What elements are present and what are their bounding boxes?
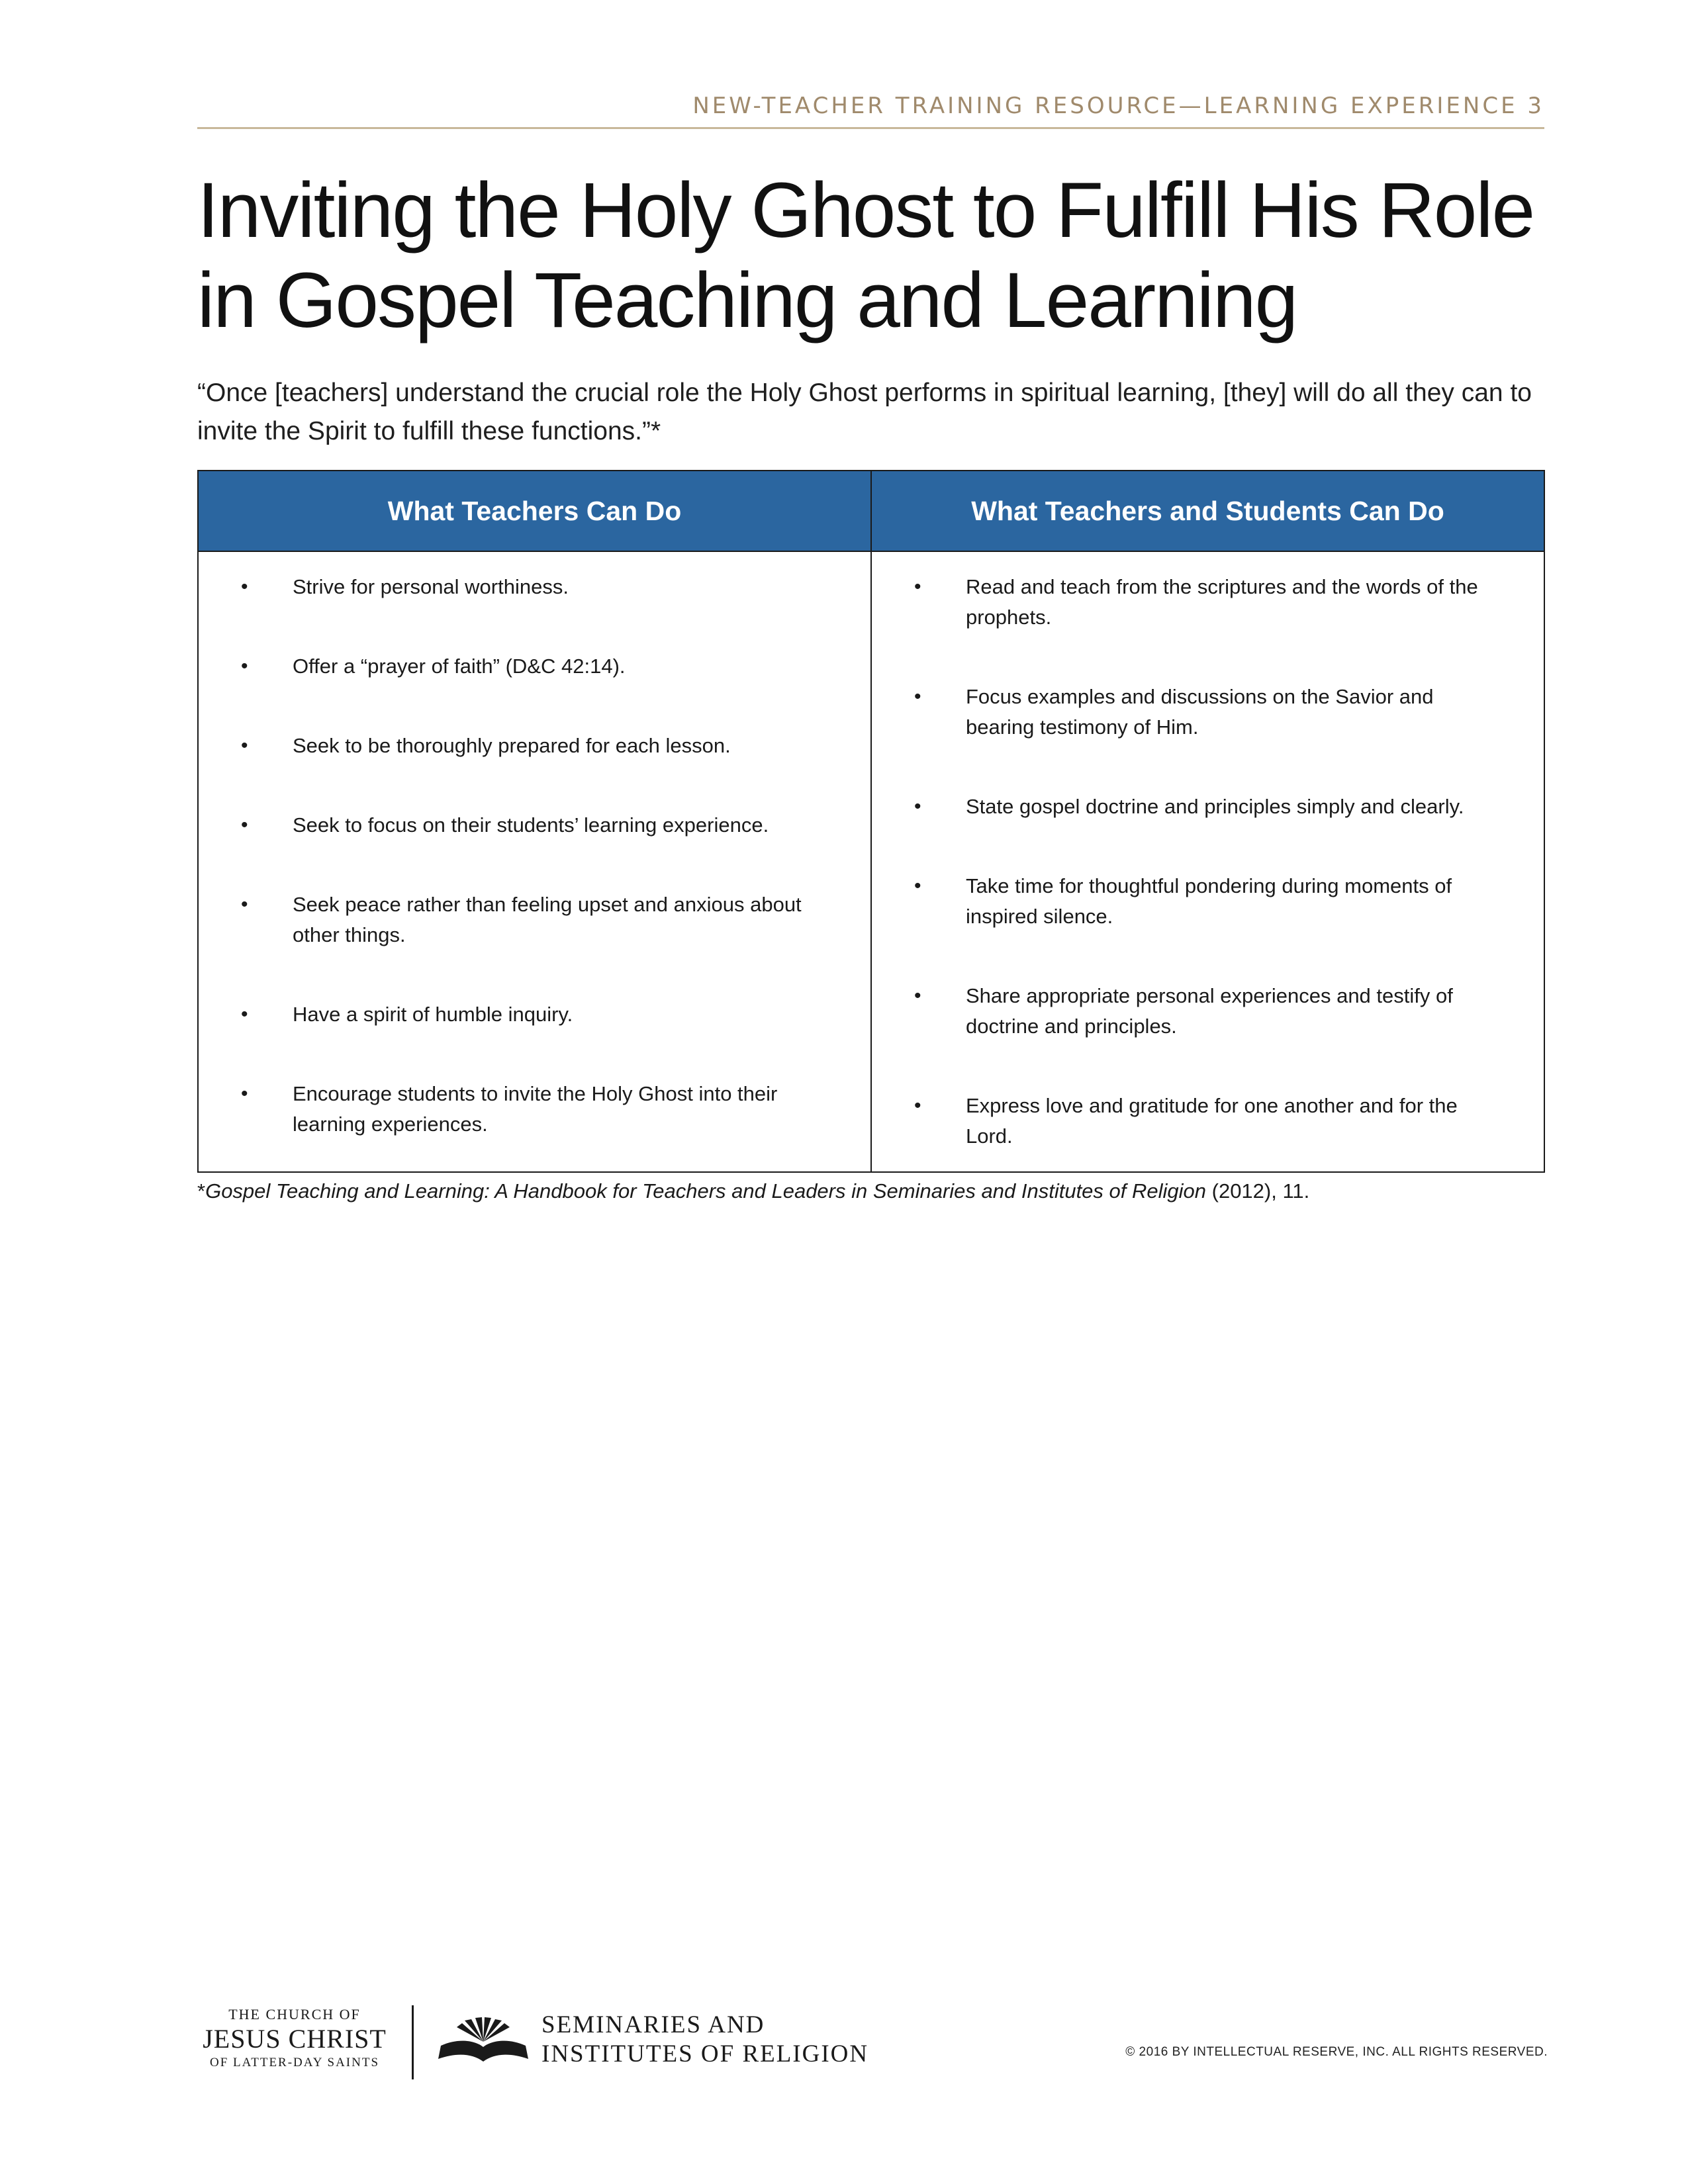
col1-header: What Teachers Can Do xyxy=(198,471,871,551)
bullet-icon: • xyxy=(914,796,921,817)
bullet-icon: • xyxy=(241,893,248,915)
bullet-icon: • xyxy=(914,576,921,598)
list-item xyxy=(872,1091,1544,1152)
open-book-sunburst-icon xyxy=(438,2015,528,2064)
intro-quote: “Once [teachers] understand the crucial role the Holy Ghost performs in spiritual learning, [they] will do all they can to invite the Spirit to fulfill these functions.”* xyxy=(197,379,1532,445)
footnote-citation-rest: (2012), 11. xyxy=(1206,1179,1310,1203)
col2-header: What Teachers and Students Can Do xyxy=(871,471,1544,551)
seminaries-line-1: SEMINARIES AND xyxy=(541,2011,765,2038)
bullet-icon: • xyxy=(241,655,248,677)
page-title xyxy=(197,165,1561,345)
church-logo xyxy=(192,2005,397,2071)
list-item xyxy=(199,999,870,1030)
teachers-list xyxy=(199,572,870,1140)
list-item xyxy=(872,572,1544,633)
list-item xyxy=(199,572,870,602)
bullet-icon: • xyxy=(241,576,248,598)
list-item xyxy=(199,810,870,841)
col2-cell xyxy=(871,551,1544,1172)
list-item xyxy=(199,731,870,761)
header-divider xyxy=(197,127,1544,129)
church-logo-line-2: JESUS CHRIST xyxy=(203,2024,387,2054)
list-item-text: Take time for thoughtful pondering during moments of inspired silence. xyxy=(966,874,1452,928)
title-line-1: Inviting the Holy Ghost to Fulfill His Role xyxy=(197,167,1534,254)
list-item xyxy=(872,792,1544,822)
list-item-text: Encourage students to invite the Holy Ghost into their learning experiences. xyxy=(293,1082,778,1136)
list-item-text: Seek to be thoroughly prepared for each lesson. xyxy=(293,734,731,757)
list-item-text: Read and teach from the scriptures and the words of the prophets. xyxy=(966,575,1478,629)
col1-cell xyxy=(198,551,871,1172)
footnote-marker: * xyxy=(197,1179,206,1203)
teachers-students-list xyxy=(872,572,1544,1152)
list-item-text: Share appropriate personal experiences and testify of doctrine and principles. xyxy=(966,984,1453,1038)
seminaries-logo-text xyxy=(541,2011,868,2069)
logo-divider xyxy=(412,2005,414,2079)
list-item-text: Seek peace rather than feeling upset and anxious about other things. xyxy=(293,893,802,946)
bullet-icon: • xyxy=(914,985,921,1007)
church-logo-line-3: OF LATTER-DAY SAINTS xyxy=(209,2056,380,2070)
bullet-icon: • xyxy=(241,1003,248,1025)
list-item-text: Offer a “prayer of faith” (D&C 42:14). xyxy=(293,655,626,678)
list-item-text: Have a spirit of humble inquiry. xyxy=(293,1003,573,1026)
church-logo-line-1: THE CHURCH OF xyxy=(228,2006,361,2023)
list-item xyxy=(872,981,1544,1042)
list-item-text: Strive for personal worthiness. xyxy=(293,575,569,598)
list-item xyxy=(199,889,870,950)
seminaries-line-2: INSTITUTES OF RELIGION xyxy=(541,2040,869,2068)
bullet-icon: • xyxy=(914,875,921,897)
list-item xyxy=(199,651,870,682)
copyright-notice: © 2016 BY INTELLECTUAL RESERVE, INC. ALL RIGHTS RESERVED. xyxy=(1125,2045,1548,2059)
footnote-citation-title: Gospel Teaching and Learning: A Handbook for Teachers and Leaders in Seminaries and Institutes of Religion xyxy=(205,1179,1207,1203)
bullet-icon: • xyxy=(241,814,248,836)
footnote xyxy=(197,1177,1548,1206)
list-item-text: Seek to focus on their students’ learning experience. xyxy=(293,813,769,837)
bullet-icon: • xyxy=(241,735,248,756)
list-item-text: Focus examples and discussions on the Savior and bearing testimony of Him. xyxy=(966,685,1434,739)
running-header: NEW-TEACHER TRAINING RESOURCE—LEARNING EXPERIENCE 3 xyxy=(692,93,1544,119)
list-item xyxy=(872,871,1544,932)
bullet-icon: • xyxy=(241,1083,248,1105)
list-item-text: Express love and gratitude for one another and for the Lord. xyxy=(966,1094,1458,1148)
bullet-icon: • xyxy=(914,1095,921,1116)
list-item-text: State gospel doctrine and principles simply and clearly. xyxy=(966,795,1464,818)
bullet-icon: • xyxy=(914,686,921,707)
title-line-2: in Gospel Teaching and Learning xyxy=(197,257,1297,344)
list-item xyxy=(199,1079,870,1140)
practices-table xyxy=(197,470,1545,1173)
list-item xyxy=(872,682,1544,743)
